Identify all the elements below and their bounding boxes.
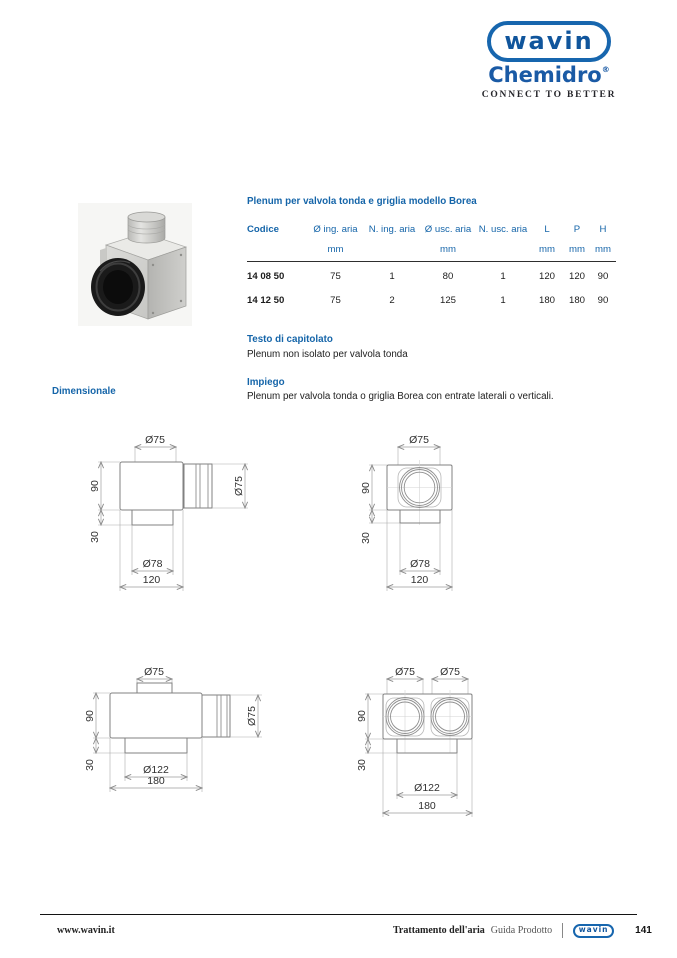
chemidro-wordmark: Chemidro® [488,63,610,87]
column-header: Codice [247,224,279,235]
column-header: N. usc. aria [478,224,528,235]
table-cell: 120 [568,271,585,282]
unit-cell [247,244,307,261]
table-cell: 180 [568,295,585,306]
footer-guide-label: Guida Prodotto [490,925,553,936]
dim-label: Ø75 [144,666,164,678]
dim-label: Ø75 [440,666,460,678]
table-cell: 120 [538,271,555,282]
dim-label: 120 [142,574,161,586]
dim-label: Ø75 [409,434,429,446]
brand-tagline: CONNECT TO BETTER [481,90,617,100]
footer-right [393,923,652,938]
dim-label: 90 [356,710,368,722]
product-photo [78,203,192,326]
dim-label: Ø78 [410,558,430,570]
dim-label: 180 [418,800,436,812]
table-title: Plenum per valvola tonda e griglia modello Borea [247,196,477,207]
dim-label: 180 [147,775,165,787]
dim-label: 30 [84,759,96,771]
table-cell: 90 [597,295,609,306]
unit-cell: mm [440,244,456,255]
table-cell-code: 14 12 50 [247,295,285,306]
wavin-logo-text: wavin [504,26,594,55]
drawing-front-view-small [353,428,528,594]
footer-rule [40,914,637,915]
column-header: Ø ing. aria [313,224,358,235]
registered-mark: ® [601,65,610,74]
drawing-front-view-large [350,660,530,820]
footer-divider [562,923,563,938]
drawing-side-view-large [78,660,273,800]
dim-label: Ø75 [395,666,415,678]
unit-cell: mm [539,244,555,255]
table-cell: 1 [500,271,506,282]
table-cell: 90 [597,271,609,282]
dim-label: 120 [410,574,429,586]
table-cell: 80 [442,271,454,282]
column-header: L [544,224,550,235]
dim-label: Ø75 [233,476,245,496]
wavin-logo [487,21,611,62]
table-cell: 75 [330,271,341,282]
table-cell: 75 [330,295,341,306]
unit-cell: mm [569,244,585,255]
unit-cell [364,244,420,261]
column-header: P [573,224,581,235]
dim-label: Ø75 [145,434,165,446]
table-cell: 1 [500,295,506,306]
unit-cell: mm [327,244,344,255]
footer-wavin-logo-text: wavin [578,925,609,935]
table-cell: 125 [439,295,456,306]
dim-label: 30 [356,759,368,771]
table-cell: 2 [389,295,395,306]
dimensional-label: Dimensionale [52,386,116,397]
dim-label: Ø75 [246,706,258,726]
footer-section-title: Trattamento dell'aria [393,925,485,936]
column-header: H [599,224,607,235]
product-table-block [247,196,616,310]
dim-label: Ø78 [142,558,163,570]
dim-label: 90 [84,710,96,722]
table-cell: 1 [389,271,395,282]
unit-cell: mm [595,244,611,255]
top-collar-rim [128,212,165,222]
page-number: 141 [635,925,652,936]
plenum-side-face [148,247,186,319]
section-heading: Testo di capitolato [247,334,333,345]
dim-label: 30 [89,531,101,543]
section-heading: Impiego [247,377,285,388]
section-body: Plenum non isolato per valvola tonda [247,349,408,360]
dim-label: 90 [360,482,372,494]
table-cell-code: 14 08 50 [247,271,285,282]
website-link[interactable]: www.wavin.it [57,925,115,936]
dim-label: Ø122 [143,764,169,776]
product-table [247,224,616,310]
dim-label: 90 [89,480,101,492]
footer-wavin-logo [573,924,614,938]
section-body: Plenum per valvola tonda o griglia Borea con entrate laterali o verticali. [247,391,554,402]
dim-label: 30 [360,532,372,544]
column-header: N. ing. aria [368,224,416,235]
unit-cell [476,244,530,261]
column-header: Ø usc. aria [424,224,472,235]
dim-label: Ø122 [414,782,440,794]
drawing-side-view-small [85,428,260,594]
table-cell: 180 [538,295,555,306]
